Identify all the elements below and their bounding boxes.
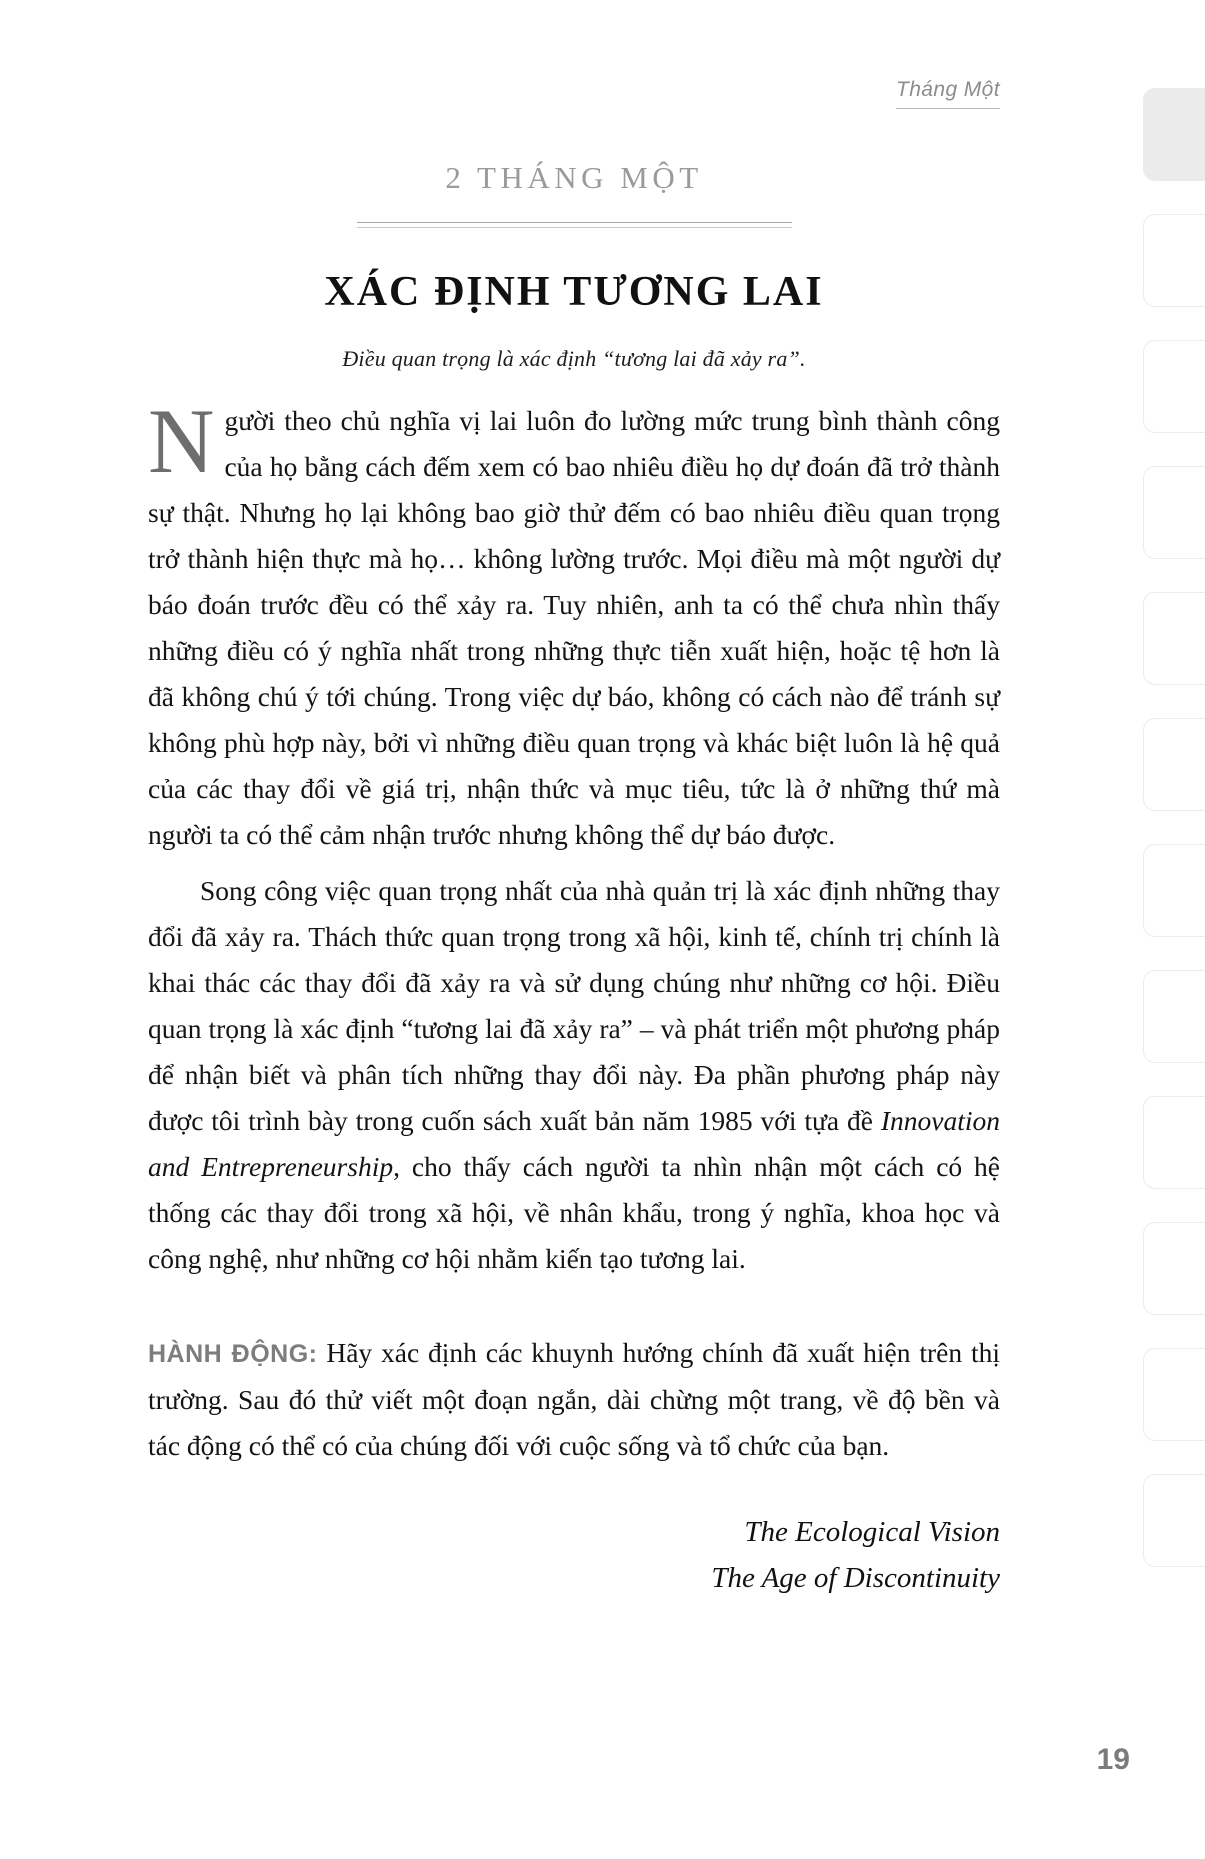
month-tab-7[interactable] [1143, 844, 1205, 937]
citation-line-1: The Ecological Vision [744, 1516, 1000, 1548]
body-copy [148, 390, 1000, 1469]
page-number: 19 [1096, 1743, 1130, 1776]
month-tab-1[interactable] [1143, 88, 1205, 181]
source-citations [148, 1509, 1000, 1601]
paragraph-2-text-b: , cho thấy cách người ta nhìn nhận một cách có hệ thống các thay đổi trong xã hội, về nhân khẩu, trong ý nghĩa, khoa học và công nghệ, như những cơ hội nhằm kiến tạo tương lai. [148, 1151, 1000, 1274]
month-tab-strip [1135, 0, 1205, 1859]
action-text: Hãy xác định các khuynh hướng chính đã xuất hiện trên thị trường. Sau đó thử viết một đoạn ngắn, dài chừng một trang, về độ bền và tác động có thể có của chúng đối với cuộc sống và tổ chức của bạn. [148, 1337, 1000, 1461]
month-tab-8[interactable] [1143, 970, 1205, 1063]
month-tab-5[interactable] [1143, 592, 1205, 685]
paragraph-2 [148, 868, 1000, 1282]
action-label: HÀNH ĐỘNG: [148, 1340, 318, 1368]
month-tab-6[interactable] [1143, 718, 1205, 811]
title-divider-rule [357, 222, 792, 228]
month-tab-10[interactable] [1143, 1222, 1205, 1315]
month-tab-12[interactable] [1143, 1474, 1205, 1567]
month-tab-3[interactable] [1143, 340, 1205, 433]
month-tab-2[interactable] [1143, 214, 1205, 307]
month-tab-4[interactable] [1143, 466, 1205, 559]
chapter-number: 2 THÁNG MỘT [445, 160, 703, 195]
action-paragraph [148, 1330, 1000, 1469]
paragraph-1: Người theo chủ nghĩa vị lai luôn đo lường mức trung bình thành công của họ bằng cách đếm xem có bao nhiêu điều họ dự đoán đã trở thành sự thật. Nhưng họ lại không bao giờ thử đếm có bao nhiêu điều quan trọng trở thành hiện thực mà họ… không lường trước. Mọi điều mà một người dự báo đoán trước đều có thể xảy ra. Tuy nhiên, anh ta có thể chưa nhìn thấy những điều có ý nghĩa nhất trong những thực tiễn xuất hiện, hoặc tệ hơn là đã không chú ý tới chúng. Trong việc dự báo, không có cách nào để tránh sự không phù hợp này, bởi vì những điều quan trọng và khác biệt luôn là hệ quả của các thay đổi về giá trị, nhận thức và mục tiêu, tức là ở những thứ mà người ta có thể cảm nhận trước nhưng không thể dự báo được. [148, 390, 1000, 850]
month-tab-9[interactable] [1143, 1096, 1205, 1189]
month-tab-11[interactable] [1143, 1348, 1205, 1441]
running-head [148, 78, 1000, 112]
running-head-text: Tháng Một [896, 78, 1000, 109]
paragraph-2-text-a: Song công việc quan trọng nhất của nhà quản trị là xác định những thay đổi đã xảy ra. Thách thức quan trọng trong xã hội, kinh tế, chính trị chính là khai thác các thay đổi đã xảy ra và sử dụng chúng như những cơ hội. Điều quan trọng là xác định “tương lai đã xảy ra” – và phát triển một phương pháp để nhận biết và phân tích những thay đổi này. Đa phần phương pháp này được tôi trình bày trong cuốn sách xuất bản năm 1985 với tựa đề [148, 875, 1000, 1136]
citation-line-2: The Age of Discontinuity [711, 1562, 1000, 1594]
page-title: XÁC ĐỊNH TƯƠNG LAI [324, 269, 824, 315]
epigraph: Điều quan trọng là xác định “tương lai đã xảy ra”. [342, 346, 806, 371]
book-title-italic: Innovation and Entrepreneurship [148, 1105, 1000, 1182]
